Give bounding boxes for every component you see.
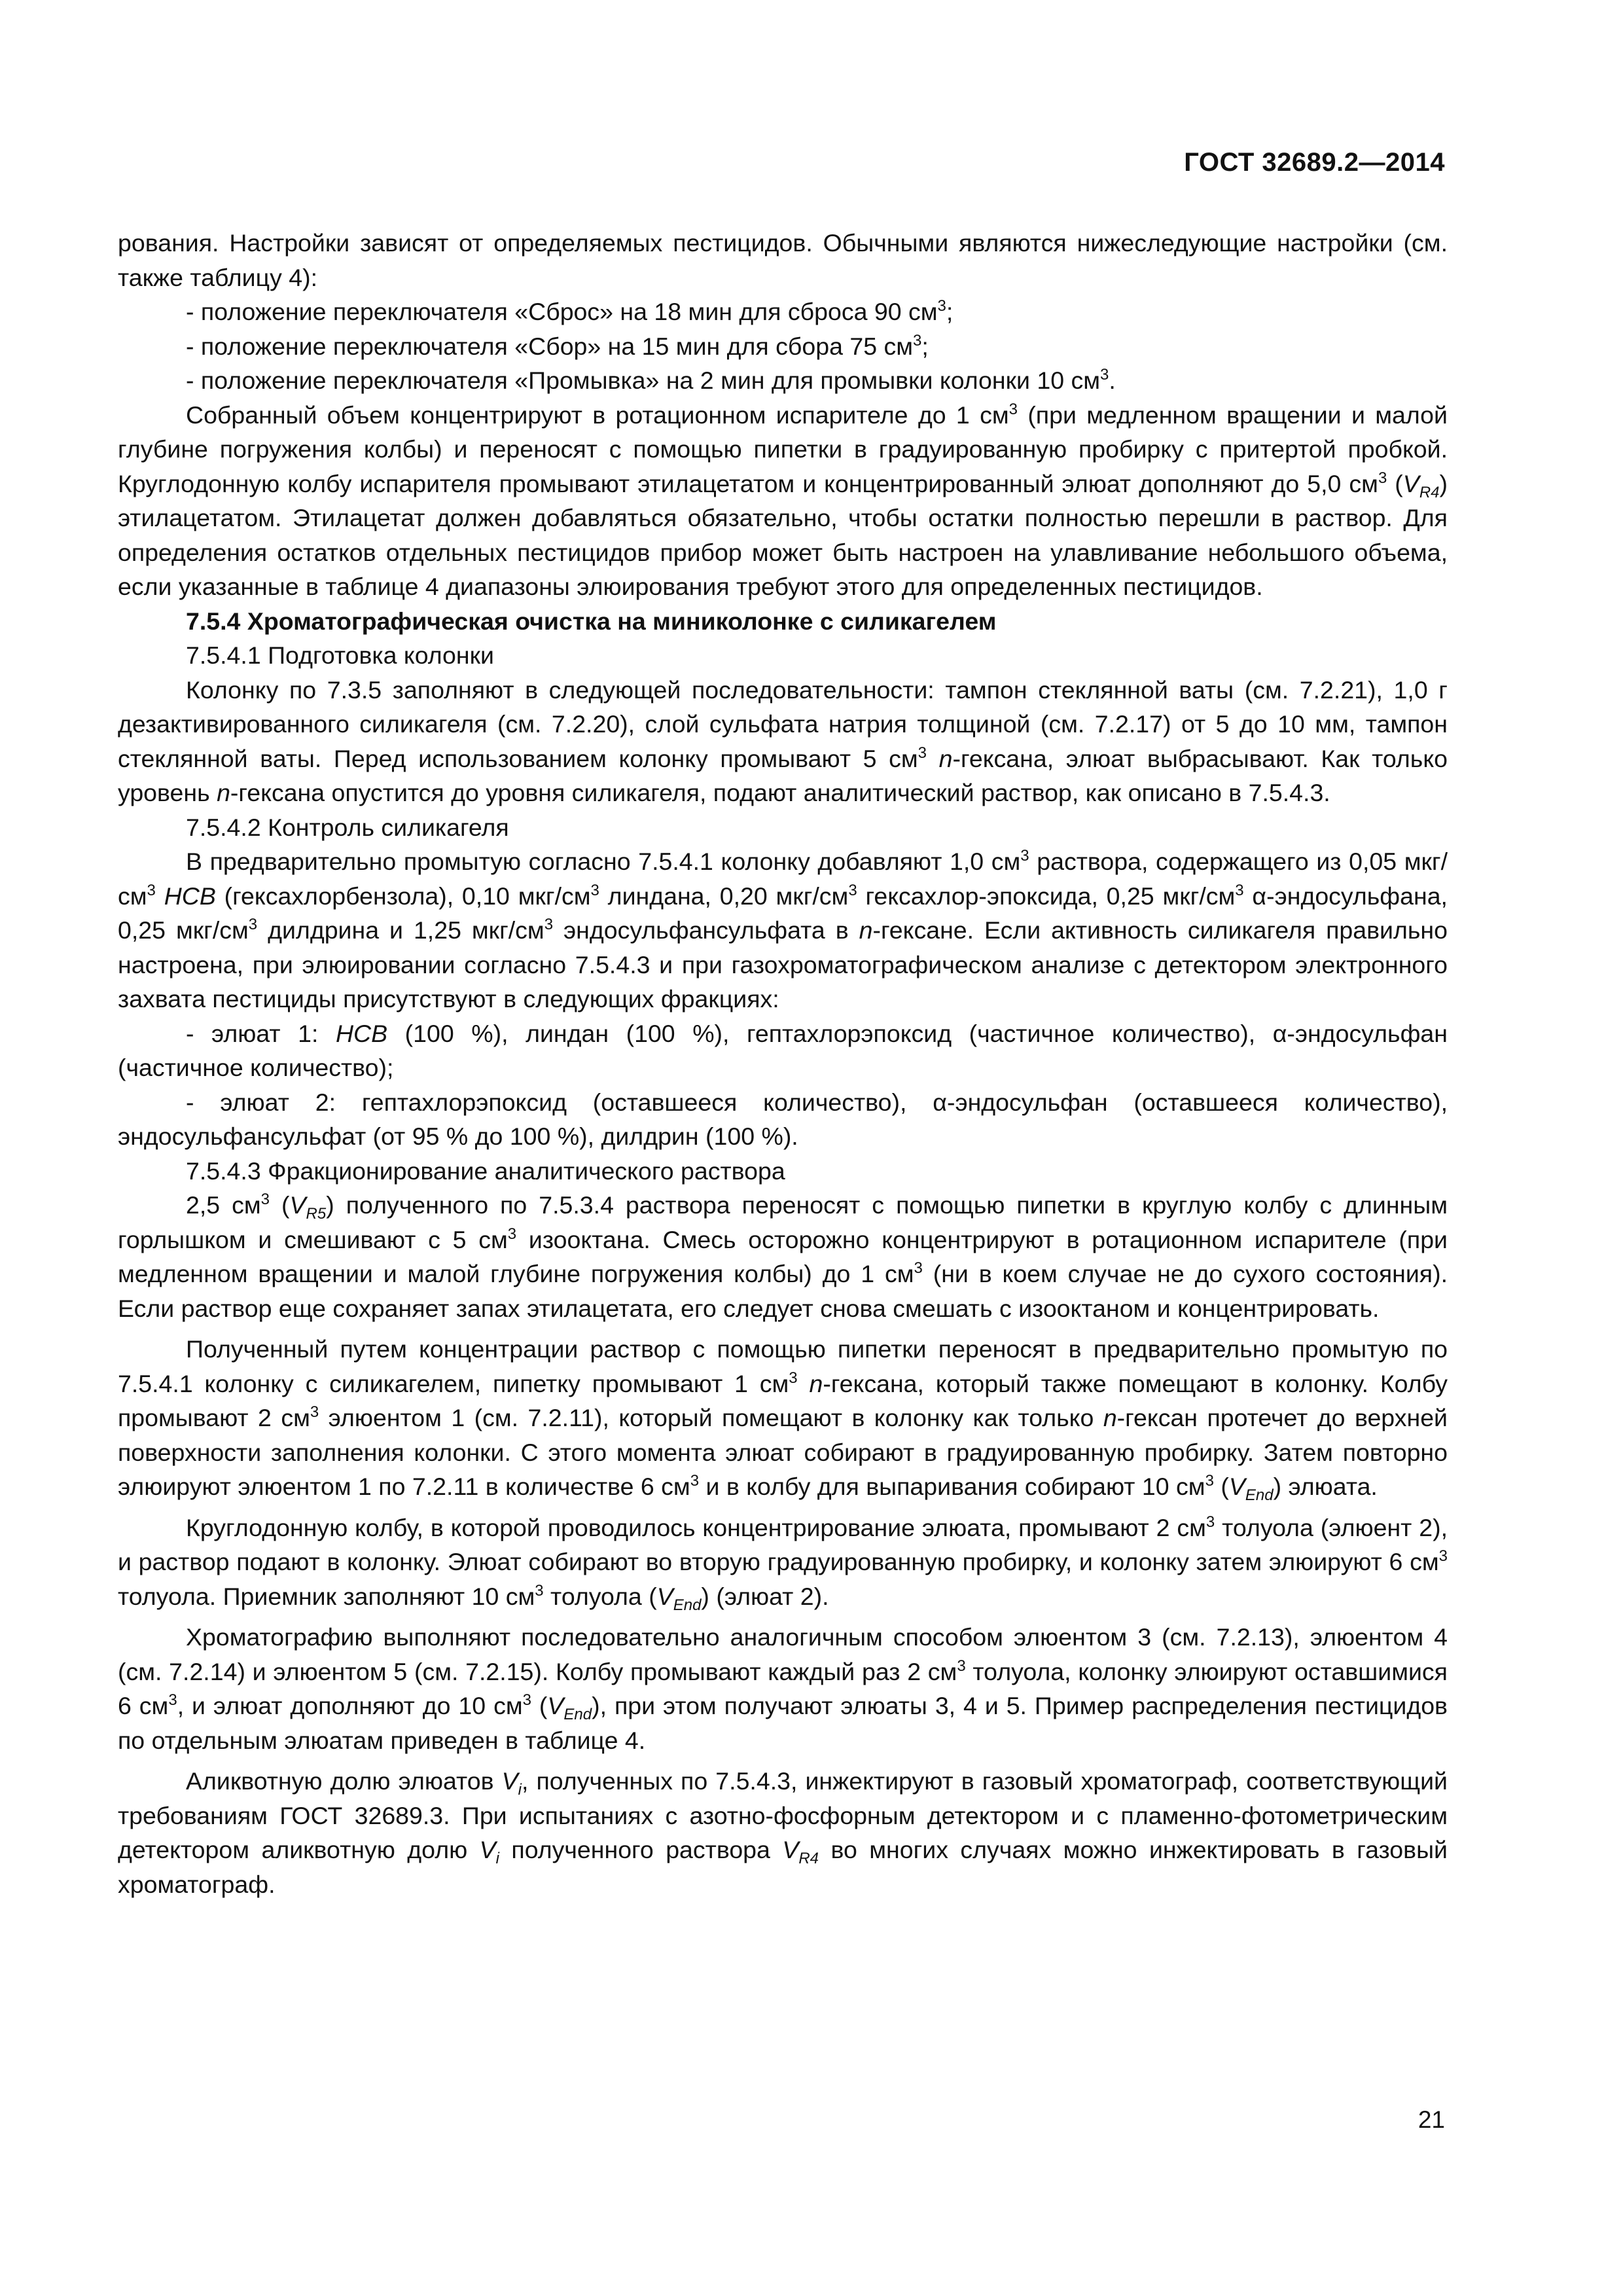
paragraph: Колонку по 7.3.5 заполняют в следующей последовательности: тампон стеклянной ваты (см. 7.2.21), 1,0 г дезактивированного силикагеля (см. 7.2.20), слой сульфата натрия толщиной (см. 7.2.17) от 5 до 10 мм, тампон стеклянной ваты. Перед использованием колонку промывают 5 $см^3$ n-гексана, элюат выбрасывают. Как только уровень n-гексана опустится до уровня силикагеля, подают аналитический раствор, как описано в 7.5.4.3.: [118, 675, 1448, 806]
paragraph: Собранный объем концентрируют в ротационном испарителе до 1 $см^3$ (при медленном вращении и малой глубине погружения колбы) и переносят с помощью пипетки в градуированную пробирку с притертой пробкой. Круглодонную колбу испарителя промывают этилацетатом и концентрированный элюат дополняют до 5,0 $см^3$ $(V_{R4})$ этилацетатом. Этилацетат должен добавляться обязательно, чтобы остатки полностью перешли в раствор. Для определения остатков отдельных пестицидов прибор может быть настроен на улавливание небольшого объема, если указанные в таблице 4 диапазоны элюирования требуют этого для определенных пестицидов.: [118, 400, 1448, 600]
list-item: - элюат 1: HCB (100 %), линдан (100 %), гептахлорэпоксид (частичное количество), α-эндосульфан (частичное количество);: [118, 1019, 1448, 1081]
paragraph: Круглодонную колбу, в которой проводилось концентрирование элюата, промывают 2 $см^3$ толуола (элюент 2), и раствор подают в колонку. Элюат собирают во вторую градуированную пробирку, и колонку затем элюируют 6 $см^3$ толуола. Приемник заполняют 10 $см^3$ толуола $(V_{End})$ (элюат 2).: [118, 1513, 1448, 1614]
document-body: [118, 226, 1448, 1901]
paragraph: В предварительно промытую согласно 7.5.4.1 колонку добавляют 1,0 $см^3$ раствора, содержащего из 0,05 мкг/$см^3$ HCB (гексахлорбензола), 0,10 мкг/$см^3$ линдана, 0,20 мкг/$см^3$ гексахлор-эпоксида, 0,25 мкг/$см^3$ α-эндосульфана, 0,25 мкг/$см^3$ дилдрина и 1,25 мкг/$см^3$ эндосульфансульфата в n-гексане. Если активность силикагеля правильно настроена, при элюировании согласно 7.5.4.3 и при газохроматографическом анализе с детектором электронного захвата пестициды присутствуют в следующих фракциях:: [118, 847, 1448, 1013]
list-item: - положение переключателя «Сброс» на 18 мин для сброса 90 $см^3$;: [186, 297, 954, 325]
subsection-heading: 7.5.4.2 Контроль силикагеля: [186, 813, 509, 841]
page-number: 21: [1418, 2106, 1445, 2133]
list-item: - положение переключателя «Промывка» на 2 мин для промывки колонки 10 $см^3$.: [186, 366, 1116, 394]
document-header: ГОСТ 32689.2—2014: [1184, 148, 1445, 177]
paragraph: Аликвотную долю элюатов $V_i$, полученных по 7.5.4.3, инжектируют в газовый хроматограф, соответствующий требованиям ГОСТ 32689.3. При испытаниях с азотно-фосфорным детектором и с пламенно-фотометрическим детектором аликвотную долю $V_i$ полученного раствора $V_{R4}$ во многих случаях можно инжектировать в газовый хроматограф.: [118, 1767, 1448, 1898]
paragraph: 2,5 $см^3$ $(V_{R5})$ полученного по 7.5.3.4 раствора переносят с помощью пипетки в круглую колбу с длинным горлышком и смешивают с 5 $см^3$ изооктана. Смесь осторожно концентрируют в ротационном испарителе (при медленном вращении и малой глубине погружения колбы) до 1 $см^3$ (ни в коем случае не до сухого состояния). Если раствор еще сохраняет запах этилацетата, его следует снова смешать с изооктаном и концентрировать.: [118, 1191, 1448, 1322]
list-item: - положение переключателя «Сбор» на 15 мин для сбора 75 $см^3$;: [186, 331, 929, 360]
paragraph: рования. Настройки зависят от определяемых пестицидов. Обычными являются нижеследующие настройки (см. также таблицу 4):: [118, 229, 1448, 291]
section-heading: 7.5.4 Хроматографическая очистка на миниколонке с силикагелем: [186, 607, 997, 635]
subsection-heading: 7.5.4.1 Подготовка колонки: [186, 641, 494, 669]
paragraph: Хроматографию выполняют последовательно аналогичным способом элюентом 3 (см. 7.2.13), элюентом 4 (см. 7.2.14) и элюентом 5 (см. 7.2.15). Колбу промывают каждый раз 2 $см^3$ толуола, колонку элюируют оставшимися 6 $см^3$, и элюат дополняют до 10 $см^3$ $(V_{End})$, при этом получают элюаты 3, 4 и 5. Пример распределения пестицидов по отдельным элюатам приведен в таблице 4.: [118, 1623, 1448, 1754]
subsection-heading: 7.5.4.3 Фракционирование аналитического раствора: [186, 1157, 785, 1185]
list-item: - элюат 2: гептахлорэпоксид (оставшееся количество), α-эндосульфан (оставшееся количество), эндосульфансульфат (от 95 % до 100 %), дилдрин (100 %).: [118, 1088, 1448, 1150]
paragraph: Полученный путем концентрации раствор с помощью пипетки переносят в предварительно промытую по 7.5.4.1 колонку с силикагелем, пипетку промывают 1 $см^3$ n-гексана, который также помещают в колонку. Колбу промывают 2 $см^3$ элюентом 1 (см. 7.2.11), который помещают в колонку как только n-гексан протечет до верхней поверхности заполнения колонки. С этого момента элюат собирают в градуированную пробирку. Затем повторно элюируют элюентом 1 по 7.2.11 в количестве 6 $см^3$ и в колбу для выпаривания собирают 10 $см^3$ $(V_{End})$ элюата.: [118, 1335, 1448, 1504]
